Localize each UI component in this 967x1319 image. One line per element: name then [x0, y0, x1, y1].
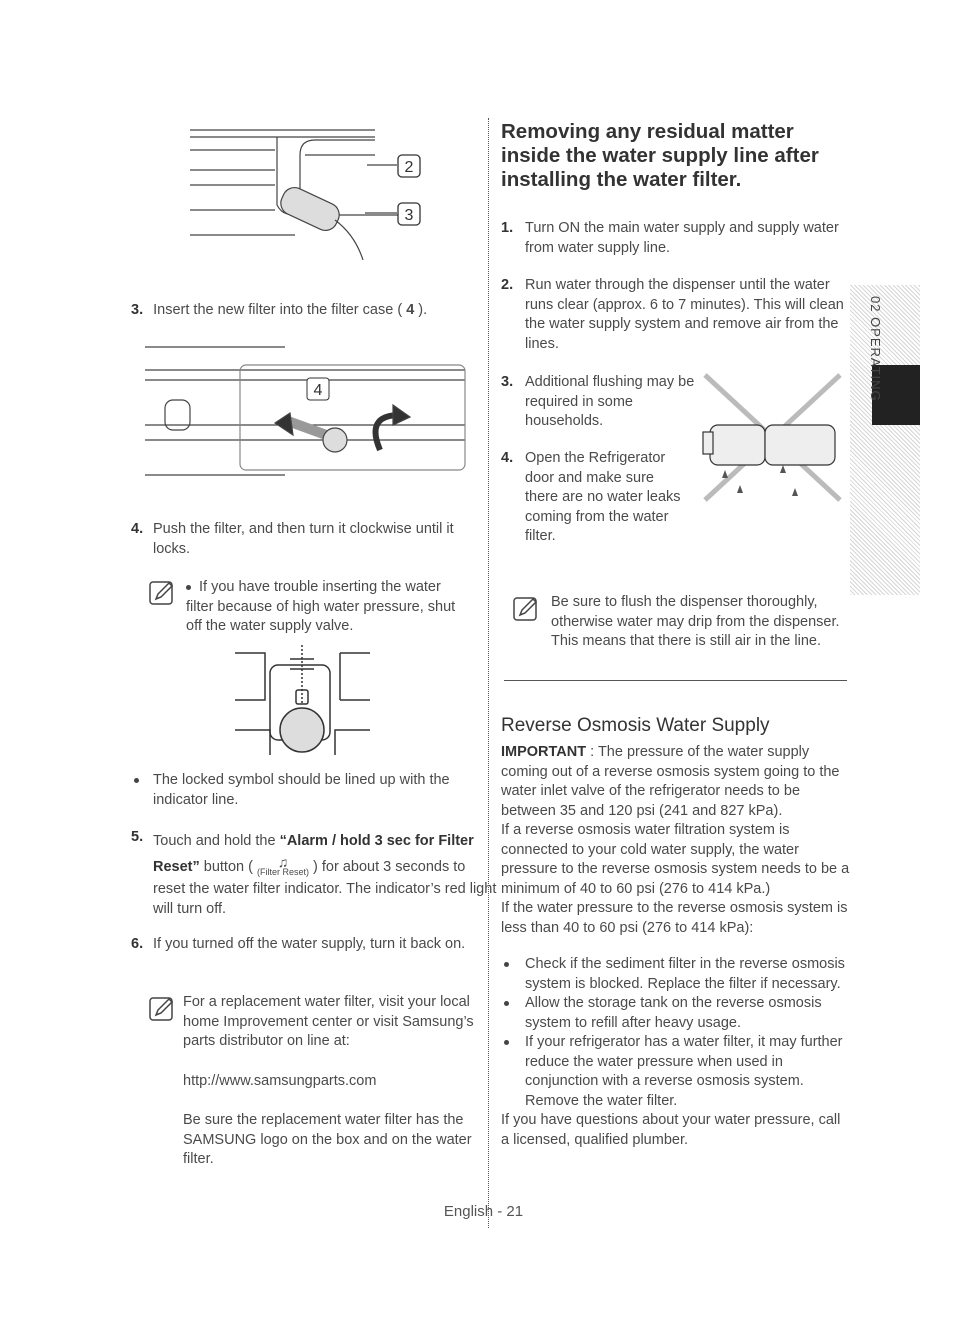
locked-symbol-illustration	[230, 645, 375, 760]
step-3	[131, 301, 471, 321]
step-3-text: Insert the new filter into the filter case (	[153, 302, 403, 318]
ro-important	[501, 743, 851, 821]
page-title: Removing any residual matter inside the water supply line after installing the water filter.	[501, 120, 819, 191]
ro-bullet-3: If your refrigerator has a water filter, it may further reduce the water pressure when used in conjunction with a reverse osmosis system. Remove the water filter.	[525, 1034, 843, 1109]
samsung-parts-link[interactable]: http://www.samsungparts.com	[183, 1072, 377, 1089]
column-divider	[488, 118, 489, 1228]
note-2-logo-text: Be sure the replacement water filter has the SAMSUNG logo on the box and on the water filter.	[183, 1112, 472, 1167]
important-text: : The pressure of the water supply coming out of a reverse osmosis system going to the water inlet valve of the refrigerator needs to be between 35 and 120 psi (241 and 827 kPa).	[501, 744, 840, 819]
note-1-text: If you have trouble inserting the water filter because of high water pressure, shut off the water supply valve.	[186, 579, 456, 634]
filter-reset-icon: ♫ (Filter Reset)	[256, 854, 309, 878]
leak-check-illustration	[695, 370, 850, 505]
bullet-icon	[134, 778, 139, 783]
step-3-number: 3.	[131, 302, 144, 318]
step-5	[131, 828, 498, 919]
ro-section-title: Reverse Osmosis Water Supply	[501, 715, 770, 736]
step-5-bold: “Alarm / hold 3 sec for Filter Reset”	[153, 833, 474, 875]
right-step-3	[501, 373, 695, 432]
note-icon	[512, 595, 540, 623]
locked-symbol-bullet	[131, 771, 498, 810]
callout-4: 4	[313, 382, 323, 399]
important-label: IMPORTANT	[501, 744, 587, 760]
right-step-3-number: 3.	[501, 374, 514, 390]
callout-3: 3	[404, 207, 414, 224]
note-icon	[148, 579, 176, 607]
step-4	[131, 520, 493, 559]
right-step-4	[501, 449, 690, 547]
step-6-text: If you turned off the water supply, turn it back on.	[153, 936, 466, 952]
page-footer: English - 21	[443, 1203, 524, 1220]
bullet-icon	[504, 1040, 509, 1045]
step-6-number: 6.	[131, 936, 144, 952]
flush-note	[551, 593, 847, 652]
step-3-end: ).	[418, 302, 428, 318]
right-step-2	[501, 276, 855, 354]
note-2	[183, 993, 478, 1170]
note-icon	[148, 995, 176, 1023]
callout-2: 2	[404, 159, 414, 176]
note-1	[186, 578, 471, 637]
right-step-1	[501, 219, 865, 258]
filter-insert-illustration	[185, 125, 435, 265]
locked-symbol-text: The locked symbol should be lined up with the indicator line.	[153, 772, 450, 808]
step-4-number: 4.	[131, 521, 144, 537]
filter-reset-sub: (Filter Reset)	[256, 867, 309, 878]
list-item	[501, 955, 846, 994]
right-step-1-text: Turn ON the main water supply and supply water from water supply line.	[525, 220, 839, 256]
right-step-2-number: 2.	[501, 277, 514, 293]
step-4-text: Push the filter, and then turn it clockwise until it locks.	[153, 521, 454, 557]
right-step-4-text: Open the Refrigerator door and make sure there are no water leaks coming from the water filter.	[525, 450, 681, 544]
ro-paragraph-2: If a reverse osmosis water filtration system is connected to your cold water supply, the water pressure to the reverse osmosis system needs to be a minimum of 40 to 60 psi (276 to 414 kPa.)	[501, 822, 850, 897]
ro-bullet-1: Check if the sediment filter in the reverse osmosis system is blocked. Replace the filter if necessary.	[525, 956, 845, 992]
ro-bullet-2: Allow the storage tank on the reverse osmosis system to refill after heavy usage.	[525, 995, 822, 1031]
step-5-post: ) for about 3 seconds to reset the water filter indicator. The indicator’s red light will turn off.	[153, 859, 497, 917]
right-step-3-text: Additional flushing may be required in some households.	[525, 374, 695, 429]
flush-note-text: Be sure to flush the dispenser thoroughly, otherwise water may drip from the dispenser.	[551, 594, 840, 630]
list-item	[501, 1033, 846, 1111]
step-3-bold: 4	[406, 302, 415, 318]
flush-note-air-text: This means that there is still air in the line.	[551, 633, 821, 649]
right-step-2-text: Run water through the dispenser until the water runs clear (approx. 6 to 7 minutes). This will clean the water supply system and remove air from the lines.	[525, 277, 844, 352]
note-2-text: For a replacement water filter, visit your local home Improvement center or visit Samsung’s parts distributor on line at:	[183, 994, 474, 1049]
step-5-pre: Touch and hold the	[153, 833, 280, 849]
list-item	[501, 994, 846, 1033]
side-tab-label: 02 OPERATING	[868, 296, 883, 402]
step-5-number: 5.	[131, 829, 144, 845]
ro-bullet-list	[501, 955, 846, 1150]
right-step-1-number: 1.	[501, 220, 514, 236]
ro-body	[501, 743, 851, 938]
right-step-4-number: 4.	[501, 450, 514, 466]
filter-push-turn-illustration	[145, 345, 470, 480]
section-rule	[504, 680, 847, 681]
ro-paragraph-3: If the water pressure to the reverse osmosis system is less than 40 to 60 psi (276 to 414 kPa):	[501, 900, 848, 936]
step-5-mid: button (	[199, 859, 257, 875]
bullet-icon	[504, 962, 509, 967]
bullet-icon	[504, 1001, 509, 1006]
step-6	[131, 935, 498, 955]
ro-paragraph-4: If you have questions about your water pressure, call a licensed, qualified plumber.	[501, 1112, 841, 1148]
bullet-icon	[186, 585, 191, 590]
